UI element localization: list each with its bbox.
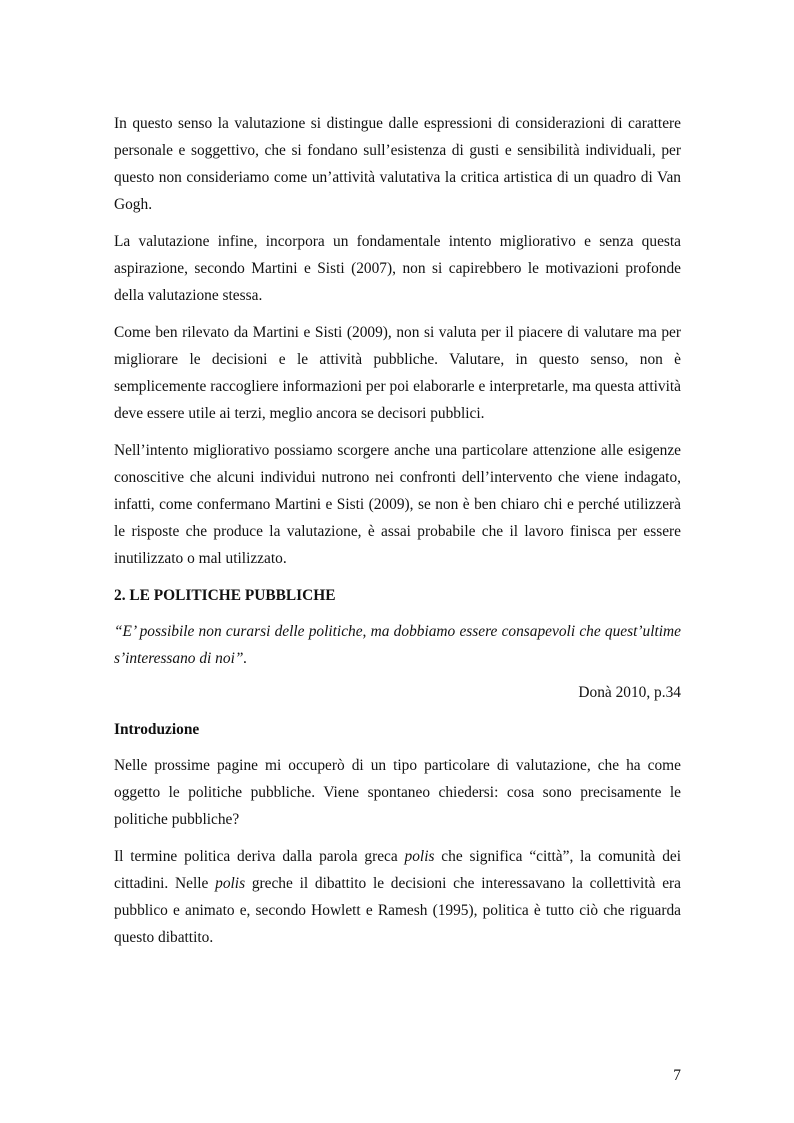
- paragraph-intro: Nelle prossime pagine mi occuperò di un tipo particolare di valutazione, che ha come oggetto le politiche pubbliche. Viene spontaneo chiedersi: cosa sono precisamente le politiche pubbliche?: [114, 757, 681, 828]
- epigraph-citation: Donà 2010, p.34: [578, 684, 681, 701]
- epigraph-quote: “E’ possibile non curarsi delle politiche, ma dobbiamo essere consapevoli che quest’ultime s’interessano di noi”.: [114, 623, 681, 667]
- page-number: 7: [673, 1067, 681, 1084]
- paragraph-knowledge-needs: Nell’intento migliorativo possiamo scorgere anche una particolare attenzione alle esigenze conoscitive che alcuni individui nutrono nei confronti dell’intervento che viene indagato, infatti, come confermano Martini e Sisti (2009), se non è ben chiaro chi e perché utilizzerà le risposte che produce la valutazione, è assai probabile che il lavoro finisca per essere inutilizzato o mal utilizzato.: [114, 442, 681, 567]
- section-heading: 2. LE POLITICHE PUBBLICHE: [114, 587, 336, 604]
- polis-text-part-2: che significa “città”, la comunità dei cittadini. Nelle: [114, 848, 681, 892]
- polis-text-part-3: greche il dibattito le decisioni che interessavano la collettività era pubblico e animato e, secondo Howlett e Ramesh (1995), politica è tutto ciò che riguarda questo dibattito.: [114, 875, 681, 946]
- paragraph-improvement-intent: La valutazione infine, incorpora un fondamentale intento migliorativo e senza questa aspirazione, secondo Martini e Sisti (2007), non si capirebbero le motivazioni profonde della valutazione stessa.: [114, 233, 681, 304]
- paragraph-polis: [114, 843, 681, 951]
- polis-term-2: polis: [215, 875, 246, 892]
- subheading-introduzione: Introduzione: [114, 721, 200, 738]
- paragraph-martini-sisti: Come ben rilevato da Martini e Sisti (2009), non si valuta per il piacere di valutare ma per migliorare le decisioni e le attività pubbliche. Valutare, in questo senso, non è semplicemente raccogliere informazioni per poi elaborarle e interpretarle, ma questa attività deve essere utile ai terzi, meglio ancora se decisori pubblici.: [114, 324, 681, 422]
- paragraph-evaluation-distinction: In questo senso la valutazione si distingue dalle espressioni di considerazioni di carattere personale e soggettivo, che si fondano sull’esistenza di gusti e sensibilità individuali, per questo non consideriamo come un’attività valutativa la critica artistica di un quadro di Van Gogh.: [114, 115, 681, 213]
- polis-text-part-1: Il termine politica deriva dalla parola greca: [114, 848, 405, 865]
- polis-term-1: polis: [404, 848, 435, 865]
- document-page: [114, 110, 681, 961]
